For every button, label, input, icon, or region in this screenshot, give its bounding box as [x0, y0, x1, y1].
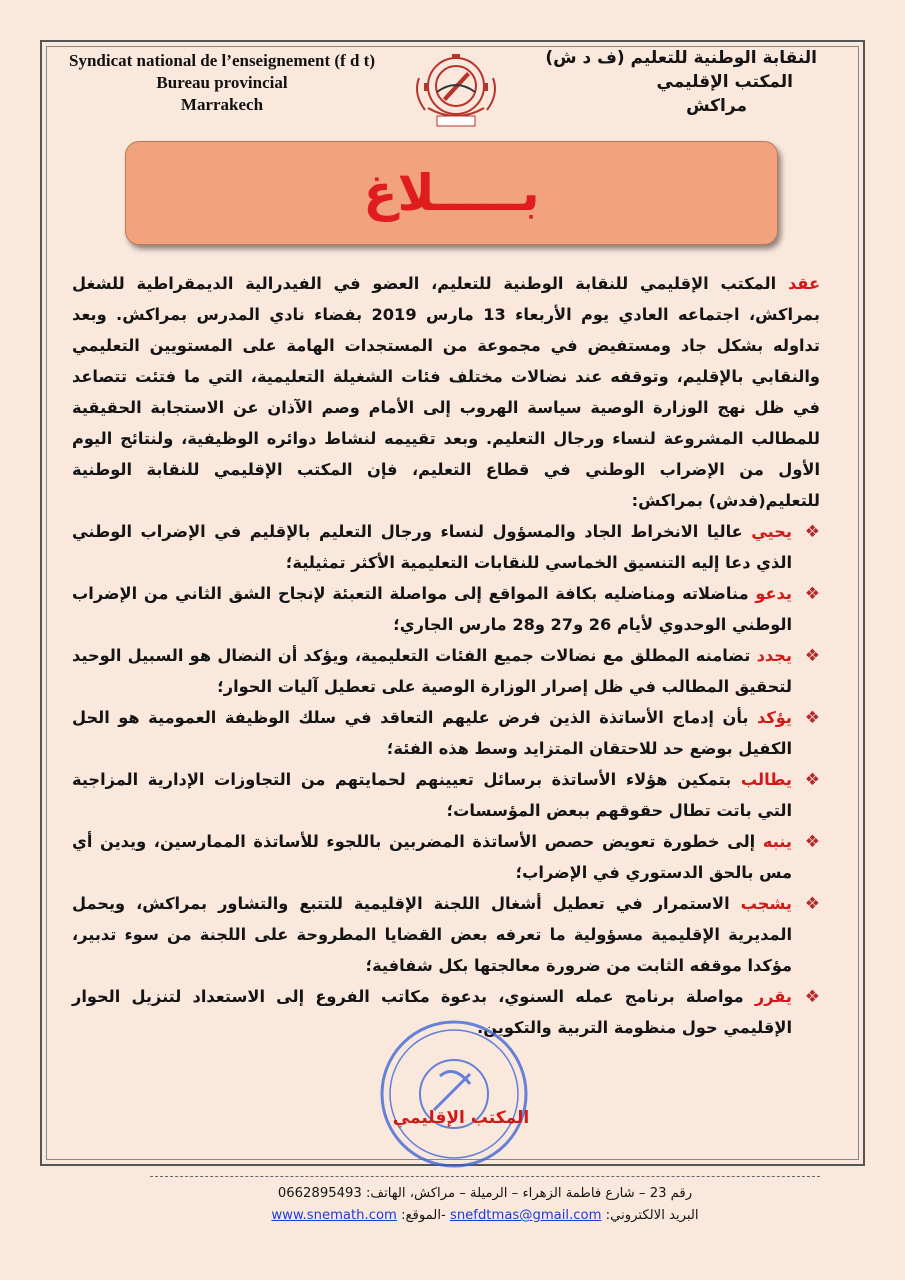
item-text: تضامنه المطلق مع نضالات جميع الفئات التعليمية، ويؤكد أن النضال هو السبيل الوحيد لتحقيق المطالب في ظل إصرار الوزارة الوصية على تعطيل آليات الحوار؛ — [72, 646, 792, 696]
item-keyword: يجدد — [756, 646, 792, 665]
intro-text: المكتب الإقليمي للنقابة الوطنية للتعليم، العضو في الفيدرالية الديمقراطية للشغل بمراكش، اجتماعه العادي يوم الأربعاء 13 مارس 2019 بفضاء نادي المدرس بمراكش. وبعد تداوله بشكل جاد ومستفيض في مجموعة من المستجدات الهامة على المستويين التعليمي والنقابي بالإقليم، وتوقفه عند نضالات مختلف فئات الشغيلة التعليمية، التي ما فتئت تتصاعد في ظل نهج الوزارة الوصية سياسة الهروب إلى الأمام وصم الآذان عن الاستجابة الحقيقية للمطالب المشروعة لنساء ورجال التعليم. وبعد تقييمه لنشاط دوائره الوظيفية، ولنتائج اليوم الأول من الإضراب الوطني في قطاع التعليم، فإن المكتب الإقليمي للنقابة الوطنية للتعليم(فدش) بمراكش: — [72, 274, 820, 510]
list-item — [72, 888, 820, 981]
item-keyword: يشجب — [740, 894, 792, 913]
list-item — [72, 826, 820, 888]
diamond-bullet-icon: ❖ — [804, 646, 820, 666]
item-keyword: يطالب — [740, 770, 792, 789]
diamond-bullet-icon: ❖ — [804, 522, 820, 542]
item-text: مناضلاته ومناضليه بكافة المواقع إلى مواصلة التعبئة لإنجاح الشق الثاني من الإضراب الوطني الوحدوي لأيام 26 و27 و28 مارس الجاري؛ — [72, 584, 792, 634]
list-item — [72, 981, 820, 1043]
list-item — [72, 764, 820, 826]
header-fr-line1: Syndicat national de l’enseignement (f d t) — [69, 51, 375, 70]
website-link[interactable]: www.snemath.com — [271, 1208, 397, 1223]
header-fr-line2: Bureau provincial — [156, 73, 288, 92]
email-label: البريد الالكتروني: — [605, 1208, 699, 1223]
resolutions-list — [72, 516, 820, 1043]
item-text: الاستمرار في تعطيل أشغال اللجنة الإقليمية للتتبع والتشاور بمراكش، ويحمل المديرية الإقليمية مسؤولية ما تعرفه بعض القضايا المطروحة على اللجنة من سوء تدبير، مؤكدا موقفه الثابت من ضرورة معالجتها بكل شفافية؛ — [72, 894, 792, 975]
footer-address: رقم 23 – شارع فاطمة الزهراء – الرميلة – مراكش، الهاتف: 0662895493 — [277, 1186, 693, 1201]
header-french — [52, 50, 392, 116]
item-keyword: ينبه — [762, 832, 792, 851]
header-ar-line2: المكتب الإقليمي — [656, 72, 793, 92]
list-item — [72, 640, 820, 702]
diamond-bullet-icon: ❖ — [804, 584, 820, 604]
item-text: بتمكين هؤلاء الأساتذة برسائل تعيينهم لحمايتهم من التجاوزات الإدارية المزاجية التي باتت تطال حقوقهم ببعض المؤسسات؛ — [72, 770, 792, 820]
union-logo-icon — [407, 48, 505, 132]
item-keyword: يقرر — [754, 987, 792, 1006]
intro-paragraph — [72, 268, 820, 516]
intro-keyword: عقد — [787, 274, 820, 293]
banner-title: بـــــلاغ — [363, 164, 540, 222]
diamond-bullet-icon: ❖ — [804, 894, 820, 914]
item-text: عاليا الانخراط الجاد والمسؤول لنساء ورجال التعليم بالإقليم في الإضراب الوطني الذي دعا إليه التنسيق الخماسي للنقابات التعليمية الأكثر تمثيلية؛ — [72, 522, 792, 572]
footer-contacts — [150, 1206, 820, 1225]
title-banner — [125, 141, 778, 245]
header-arabic — [537, 46, 817, 118]
diamond-bullet-icon: ❖ — [804, 708, 820, 728]
diamond-bullet-icon: ❖ — [804, 987, 820, 1007]
email-link[interactable]: snefdtmas@gmail.com — [449, 1208, 602, 1223]
item-text: بأن إدماج الأساتذة الذين فرض عليهم التعاقد في سلك الوظيفة العمومية هو الحل الكفيل بوضع حد للاحتقان المتزايد وسط هذه الفئة؛ — [72, 708, 792, 758]
header-ar-line1: النقابة الوطنية للتعليم (ف د ش) — [545, 48, 817, 68]
item-text: إلى خطورة تعويض حصص الأساتذة المضربين باللجوء للأساتذة الممارسين، ويدين أي مس بالحق الدستوري في الإضراب؛ — [72, 832, 792, 882]
list-item — [72, 702, 820, 764]
item-keyword: يحيي — [751, 522, 792, 541]
signature-label: المكتب الإقليمي — [392, 1108, 530, 1128]
footer-divider — [150, 1176, 820, 1177]
list-item — [72, 516, 820, 578]
statement-body — [72, 268, 820, 1043]
diamond-bullet-icon: ❖ — [804, 832, 820, 852]
diamond-bullet-icon: ❖ — [804, 770, 820, 790]
item-keyword: يؤكد — [757, 708, 792, 727]
list-item — [72, 578, 820, 640]
header-ar-line3: مراكش — [686, 96, 747, 116]
header-fr-line3: Marrakech — [180, 95, 264, 114]
item-keyword: يدعو — [755, 584, 792, 603]
item-text: مواصلة برنامج عمله السنوي، بدعوة مكاتب الفروع إلى الاستعداد لتنزيل الحوار الإقليمي حول منظومة التربية والتكوين. — [72, 987, 792, 1037]
site-label: -الموقع: — [401, 1208, 446, 1223]
